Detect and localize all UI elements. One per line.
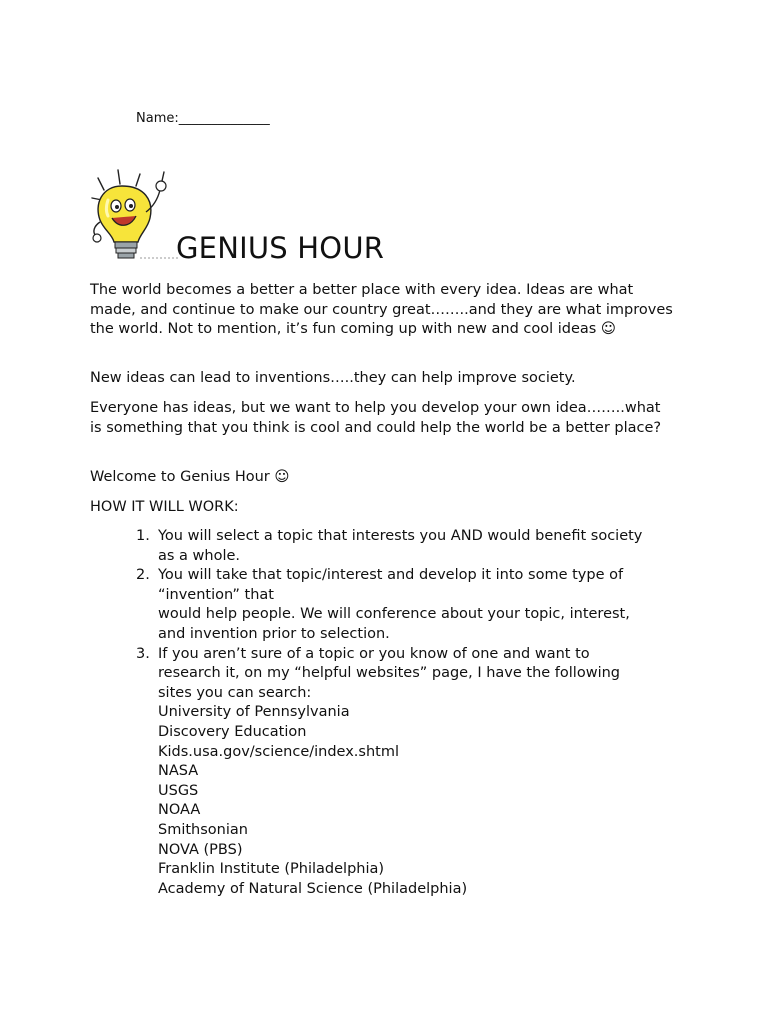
step-text: If you aren’t sure of a topic or you know of one and want to research it, on my “helpful websites” page, I have the following sites you can search: (158, 645, 620, 701)
site-item: NOAA (158, 802, 201, 819)
name-field-label: Name:______________ (136, 111, 270, 126)
step-text: You will take that topic/interest and develop it into some type of “invention” that would help people. We will conference about your topic, interest, and invention prior to selection. (158, 567, 630, 642)
lightbulb-mascot-icon (88, 168, 180, 268)
page-title: GENIUS HOUR (176, 231, 385, 265)
site-item: NASA (158, 763, 199, 780)
welcome-paragraph: Welcome to Genius Hour ☺ (90, 469, 290, 485)
step-item (136, 527, 676, 566)
step-number: 3. (136, 645, 150, 662)
site-item: USGS (158, 782, 199, 799)
site-item: NOVA (PBS) (158, 841, 243, 858)
step-number: 2. (136, 567, 150, 584)
step-number: 1. (136, 528, 150, 544)
site-item: Kids.usa.gov/science/index.shtml (158, 743, 399, 760)
step-item (136, 566, 676, 644)
site-item: Franklin Institute (Philadelphia) (158, 861, 385, 878)
site-item: Smithsonian (158, 821, 248, 838)
step-text: You will select a topic that interests you AND would benefit society as a whole. (158, 528, 643, 564)
steps-list (136, 527, 676, 899)
step-item (136, 645, 676, 900)
site-item: Academy of Natural Science (Philadelphia) (158, 880, 468, 897)
site-item: University of Pennsylvania (158, 704, 350, 721)
ideas-paragraph: Everyone has ideas, but we want to help you develop your own idea……..what is something that you think is cool and could help the world be a better place? (90, 400, 662, 436)
helpful-sites-list (158, 703, 676, 899)
how-it-works-heading: HOW IT WILL WORK: (90, 499, 239, 515)
inventions-paragraph: New ideas can lead to inventions…..they can help improve society. (90, 370, 576, 386)
intro-paragraph: The world becomes a better a better place with every idea. Ideas are what made, and continue to make our country great……..and they are what improves the world. Not to mention, it’s fun coming up with new and cool ideas ☺ (90, 282, 673, 338)
site-item: Discovery Education (158, 723, 307, 740)
